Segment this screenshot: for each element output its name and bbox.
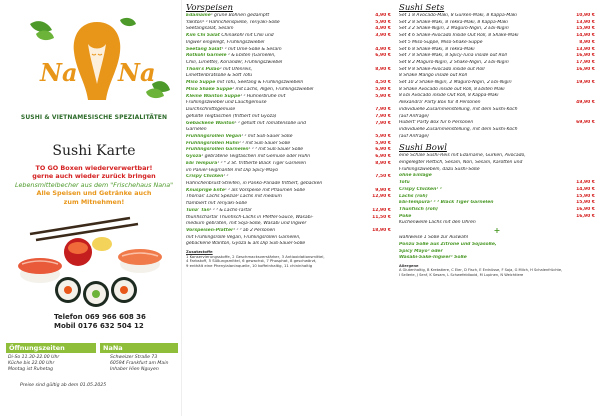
menu-item-price: 7,50 € — [375, 174, 391, 180]
menu-item — [183, 20, 393, 27]
menu-item-desc: 8 Shake Avocado inside out Roll, 8 Ebiten Maki — [399, 86, 505, 92]
menu-item-desc: Set 2 8 Shake-Maki, 8 Tekka-Maki, 8 Kappa-Maki — [399, 19, 508, 25]
hours-heading: Öffnungszeiten — [6, 343, 96, 353]
menu-item-price: 15,90 € — [576, 26, 595, 32]
menu-item-price: 11,50 € — [372, 214, 391, 220]
menu-item-price: 16,90 € — [576, 66, 595, 72]
menu-item — [396, 40, 598, 47]
togo-line-1: TO GO Boxen wiederverwertbar! — [35, 164, 153, 172]
menu-item — [183, 94, 393, 101]
menu-item-price: 18,90 € — [372, 228, 391, 233]
togo-orange-line-1: Alle Speisen und Getränke auch — [36, 189, 152, 198]
menu-item — [396, 120, 598, 127]
menu-item-name: Tuna' Tan — [186, 207, 210, 213]
menu-item-price: 12,90 € — [372, 194, 391, 200]
menu-item-desc: mit Frühlingsrolle Vegan, Frühlingsrollen Garnelen, — [186, 234, 301, 240]
menu-item-desc: Ingwer eingelegt, Frühlingszwiebel — [186, 39, 265, 45]
menu-item-name: Frühlingsrollen Garnelen — [186, 147, 249, 153]
menu-item — [183, 141, 393, 148]
allergens-note — [399, 264, 598, 277]
menu-item-desc: Thomas' Lachs Spezial² Lachs mit medium — [186, 194, 282, 200]
menu-item-price: 6,90 € — [375, 53, 391, 59]
menu-item-desc: Frühlingszwiebel und Lauchgemüse — [186, 100, 267, 106]
menu-item-desc: Chinakohl mit Chili und — [219, 33, 274, 39]
menu-item-name: Rotkohl Garnele — [186, 53, 227, 59]
menu-item-desc: Set 5 Miso-Suppe, Miso-Shake-Suppe — [399, 39, 483, 45]
vorspeisen-title: Vorspeisen — [186, 3, 233, 13]
menu-item-price: 8,90 € — [579, 39, 595, 45]
bowl-intro-line: eine Schale Sushi-Reis mit Edamame, Gurken, Avocado, — [399, 153, 526, 159]
menu-item — [183, 127, 393, 134]
allergens-line: I Sellerie, J Senf, K Sesam, L Schwefeldioxid, M Lupinen, N Weichtiere — [399, 272, 524, 277]
menu-item-desc: (auf Anfrage) — [399, 133, 429, 139]
menu-item — [396, 67, 598, 74]
additives-line: 9 enthält eine Phenylalaninquelle, 10 koffeinhaltig, 11 chininhaltig — [186, 262, 313, 268]
hours-line: Küche bis 22.00 Uhr — [8, 361, 55, 367]
menu-item — [396, 127, 598, 134]
menu-item-price: 5,90 € — [375, 133, 391, 139]
address-line: Inhaber Hien Nguyen — [110, 367, 159, 373]
menu-item-name: Thom's Pulao — [186, 66, 220, 72]
menu-item-name: Vorspeisen-Platter — [186, 228, 234, 233]
menu-item — [396, 20, 598, 27]
menu-item-price: 9,90 € — [375, 187, 391, 193]
menu-item-price: 4,90 € — [375, 13, 391, 18]
menu-item-price: 8,90 € — [375, 160, 391, 166]
menu-item-desc: Set 7 8 Shake-Maki, 8 Spicy-Tuna inside out Roll — [399, 53, 507, 59]
bowl-option — [396, 180, 598, 187]
bowl-intro-line: Frühlingszwiebeln, dazu Sushi-Soße — [399, 166, 480, 172]
menu-item — [396, 26, 598, 33]
bowl-option — [396, 214, 598, 221]
menu-item-name: Edamame — [186, 13, 211, 18]
menu-item-desc: Durchschnittsgemüse — [186, 107, 236, 113]
menu-item-desc: ¹ ² ³ & Lachs-Tartar — [209, 207, 252, 213]
address-line: 60594 Frankfurt am Main — [110, 361, 169, 367]
bowl-option-name: Thunfisch (roh) — [399, 206, 438, 212]
bowl-option-price: 15,90 € — [576, 200, 595, 206]
sushi-bowl-title: Sushi Bowl — [399, 143, 447, 154]
additives-note — [186, 250, 393, 268]
menu-item-desc: ¹ ² ³ mit Süß-Sauer Soße — [248, 147, 304, 153]
menu-item-price: 7,90 € — [375, 120, 391, 126]
menu-item — [396, 47, 598, 54]
bowl-option-price: 14,90 € — [576, 186, 595, 192]
column-divider — [181, 0, 182, 416]
menu-item — [183, 26, 393, 33]
menu-item — [396, 33, 598, 40]
menu-item — [183, 168, 393, 175]
menu-item-name: Kleine Wanton Suppe — [186, 93, 241, 99]
menu-item-desc: individuelle Zusammenstellung, mit dem Sushi-Koch — [399, 126, 518, 132]
menu-item — [396, 114, 598, 121]
menu-item — [183, 228, 393, 235]
menu-item — [396, 100, 598, 107]
menu-item — [183, 235, 393, 242]
menu-item — [183, 221, 393, 228]
menu-item — [396, 73, 598, 80]
bowl-sauces — [396, 235, 598, 262]
menu-item-name: Seetang Salat — [186, 46, 222, 52]
sushi-sets-list — [396, 13, 598, 140]
address-line: Schweizer Straße 73 — [110, 355, 158, 360]
sauce-option: Wasabi-Sake-Ingwer² Soße — [399, 255, 467, 261]
menu-item-name: Ebi Tempura — [186, 160, 218, 166]
menu-item — [183, 47, 393, 54]
bowl-option — [396, 200, 598, 207]
menu-item-desc: medium gebraten, mit Soja-Soße, Wasabi und Ingwer — [186, 221, 307, 227]
menu-item — [183, 208, 393, 215]
bowl-option-name: Ebi-Tempura¹ ² ³ Black Tiger Garnelen — [399, 200, 494, 206]
phone-number: Telefon 069 966 608 36 — [54, 313, 146, 321]
bowl-option-name: Tofu — [399, 180, 410, 186]
menu-item — [183, 215, 393, 222]
menu-item-name: Crispy Chicken — [186, 174, 224, 180]
togo-green-line: Lebensmittelbecher aus dem "Frischehaus Nana" — [14, 180, 174, 189]
middle-column — [183, 2, 393, 416]
bowl-option-name: Crispy Chicken¹ ² — [399, 186, 442, 192]
menu-item — [183, 161, 393, 168]
menu-item-price: 13,90 € — [576, 46, 595, 52]
menu-item-desc: Yakitori¹ ² Hähnchenspieße, Teriyaki-Soße — [186, 19, 280, 25]
vorspeisen-list — [183, 13, 393, 248]
sushi-sets-title: Sushi Sets — [399, 3, 445, 13]
plus-icon: + — [493, 226, 501, 236]
menu-item-desc: ¹ grüne Bohnen gedämpft — [210, 13, 270, 18]
menu-item-desc: ¹ ² als Vorspeise mit Pflaumen Soße — [224, 187, 306, 193]
bowl-option — [396, 194, 598, 201]
bowl-intro-line: eingelegter Rettich, Sesam, Nori, Sesam, Karotten und — [399, 160, 523, 166]
sauce-option: Spicy Mayo² oder — [399, 248, 443, 254]
menu-item-desc: Hubert' Party Box für 6 Personen — [399, 120, 474, 126]
card-title: Sushi Karte — [52, 143, 136, 159]
menu-item-name: Kim Chi Salat — [186, 33, 220, 39]
menu-item-price: 19,90 € — [576, 80, 595, 86]
menu-item — [396, 87, 598, 94]
menu-item-price: 7,90 € — [375, 113, 391, 119]
contact-phones — [54, 313, 146, 331]
menu-item-desc: Set 1 8 Avocado-Maki, 8 Gurken-Maki, 8 Kappa-Maki — [399, 13, 517, 18]
menu-item — [396, 53, 598, 60]
menu-item-desc: ² mit Lachs, Algen, Frühlingszwiebel — [232, 86, 314, 92]
menu-item-desc: Garnelen — [186, 127, 207, 133]
menu-item-price: 7,90 € — [375, 107, 391, 113]
menu-item — [183, 201, 393, 208]
menu-item-desc: (auf Anfrage) — [399, 113, 429, 119]
menu-item-desc: ¹ ² mit Ume-Soße & Sesam — [221, 46, 282, 52]
menu-item — [183, 67, 393, 74]
menu-item — [396, 60, 598, 67]
sauce-label: wahlweise 1 Soße zur Auswahl — [399, 235, 469, 241]
logo-text-left: Na — [40, 58, 78, 87]
nana-logo — [22, 14, 172, 110]
bowl-extras — [396, 220, 598, 227]
opening-hours — [8, 355, 59, 374]
restaurant-subtitle: SUSHI & VIETNAMESISCHE SPEZIALITÄTEN — [20, 114, 168, 121]
menu-item-desc: thunfischartar Thunfisch-Lachs in Pfeffer-Sauce, Wasabi- — [186, 214, 314, 220]
menu-item-name: Miso Shake Suppe — [186, 86, 233, 92]
sushi-bowl-intro — [396, 153, 598, 180]
menu-item — [183, 114, 393, 121]
menu-item-price: 4,90 € — [375, 26, 391, 32]
menu-item-name: Knusprige Ente — [186, 187, 225, 193]
menu-item — [183, 134, 393, 141]
right-column — [396, 2, 598, 416]
menu-item — [183, 53, 393, 60]
menu-item-desc: Hähnchenbrust-Streifen, in Panko-Panade frittiert, gebacken — [186, 180, 323, 186]
menu-item — [183, 188, 393, 195]
menu-item-desc: ¹ ² mit Süß-Sauer Soße — [239, 140, 291, 146]
additives-line: 1 Konservierungsstoffe, 2 Geschmacksverstärker, 3 Antioxidationsmittel, — [186, 253, 325, 259]
menu-item-desc: flambiert mit Teriyaki-Soße — [186, 201, 247, 207]
menu-item-price: 10,90 € — [576, 13, 595, 18]
bowl-option-name: Lachs (roh) — [399, 193, 428, 199]
allergens-line: A Glutenhaltig, B Krebstiere, C Eier, D Fisch, E Erdnüsse, F Soja, G Milch, H Schalenfrüchte, — [399, 268, 563, 273]
menu-item-desc: Alexandra' Party Box für 4 Personen — [399, 100, 481, 106]
menu-item — [396, 134, 598, 141]
menu-item-desc: gefüllte Teigtaschen (frittiert mit Gyoza) — [186, 113, 277, 119]
menu-item-name: Miso Suppe — [186, 80, 216, 86]
menu-item-desc: Set 3 2 Shake-Nigiri, 2 Maguro-Nigiri, 2 Ebi-Nigiri — [399, 26, 509, 32]
left-column — [0, 0, 182, 416]
price-validity-note: Preise sind gültig ab dem 01.05.2025 — [20, 383, 107, 388]
menu-item-desc: ¹ ² — [223, 174, 229, 180]
logo-text-right: Na — [118, 58, 156, 87]
menu-item — [183, 181, 393, 188]
menu-item-desc: Set 6 8 Shake-Maki, 8 Tekka-Maki — [399, 46, 475, 52]
additives-title: Zusatzstoffe — [186, 249, 213, 255]
menu-item-price: 5,90 € — [375, 93, 391, 99]
mobile-number: Mobil 0176 632 504 12 — [54, 321, 144, 330]
menu-item-desc: 8 Ebi Avocado inside Out Roll, 8 Kappa-Maki — [399, 93, 499, 99]
menu-item-price: 5,90 € — [375, 140, 391, 146]
menu-item-desc: Chili, Limette), Koriander, Frühlingszwiebel — [186, 60, 283, 66]
menu-item — [396, 93, 598, 100]
additives-line: 4 Farbstoff, 5 Süßungsmittel, 6 gewachst, 7 Phosphat, 8 geschwärzt, — [186, 258, 317, 264]
menu-item-name: Frühlingsrollen Vegan — [186, 133, 242, 139]
togo-orange-line-2: zum Mitnehmen! — [63, 197, 125, 206]
menu-item-price: 49,90 € — [576, 100, 595, 106]
menu-item-desc: ¹ ² ⁴ 3 St. frittierte Black Tiger Garnelen — [217, 160, 306, 166]
menu-item-desc: ² & Ebiten (Garnelen, — [226, 53, 276, 59]
bowl-option-price: 13,90 € — [576, 180, 595, 186]
allergens-title: Allergene — [399, 263, 419, 268]
menu-item — [183, 154, 393, 161]
menu-item — [183, 194, 393, 201]
menu-item-desc: ¹ ² mit Süß-Sauer Soße — [241, 133, 293, 139]
menu-item — [396, 13, 598, 20]
menu-item — [183, 33, 393, 40]
menu-item-desc: individuelle Zusammenstellung, mit dem Sushi-Koch — [399, 106, 518, 112]
menu-item-desc: ¹ gebratene Teigtaschen mit Gemüse oder Huhn — [201, 154, 311, 160]
bowl-choose-label: ohne Einlage — [399, 173, 432, 179]
sushi-bowl-list — [396, 180, 598, 220]
menu-item — [183, 80, 393, 87]
shop-heading: NaNa — [100, 343, 178, 353]
menu-item — [183, 40, 393, 47]
menu-item — [183, 147, 393, 154]
shop-address — [110, 355, 168, 374]
bowl-option — [396, 187, 598, 194]
menu-item — [396, 107, 598, 114]
menu-item-price: 5,90 € — [375, 19, 391, 25]
menu-item-price: 4,50 € — [375, 80, 391, 86]
menu-item-desc: Set 10 2 Shake-Nigiri, 2 Maguro-Nigiri, 2 Ebi-Nigiri — [399, 80, 512, 86]
togo-notice — [8, 164, 180, 206]
menu-item-price: 6,90 € — [375, 147, 391, 153]
bowl-extra-line: Kuchenwelle Lachs mit den Ohren — [399, 220, 476, 226]
menu-item-desc: gebackene Wanton, Gyoza & als Dip Süß-Sauer-Soße — [186, 241, 306, 247]
bowl-option-price: 16,90 € — [576, 206, 595, 212]
menu-item-desc: 8 Shake Mango inside out Roll — [399, 73, 468, 79]
menu-item — [183, 100, 393, 107]
menu-item-price: 5,90 € — [375, 86, 391, 92]
menu-item — [183, 73, 393, 80]
hours-line: Di-So 11.30-22.00 Uhr — [8, 355, 60, 360]
menu-item-price: 16,90 € — [576, 53, 595, 59]
menu-item-price: 13,90 € — [576, 19, 595, 25]
bowl-option-price: 16,90 € — [576, 213, 595, 219]
hours-line: Montag ist Ruhetag — [8, 367, 53, 373]
menu-item-price: 8,90 € — [375, 66, 391, 72]
menu-item — [183, 13, 393, 20]
menu-item — [396, 80, 598, 87]
menu-item-desc: Set 8 2 Maguro-Nigiri, 2 Shake-Nigiri, 2 Ebi-Nigiri — [399, 59, 509, 65]
menu-item — [183, 121, 393, 128]
sauce-option: Ponzu Soße aus Zitrone und Sojasoße, — [399, 241, 497, 247]
bowl-option-name: Poke — [399, 213, 412, 219]
menu-item-price: 12,90 € — [372, 207, 391, 213]
menu-item-price: 69,90 € — [576, 120, 595, 126]
menu-item-price: 3,90 € — [375, 33, 391, 39]
menu-item-desc: ¹ ² gefüllt mit Tomatensoße und — [234, 120, 306, 126]
menu-item-desc: mit Tofu, Seetang & Frühlingszwiebeln — [215, 80, 304, 86]
menu-item — [183, 107, 393, 114]
menu-item-name: Gyoza — [186, 154, 202, 160]
togo-line-2: gerne auch wieder zurück bringen — [32, 172, 156, 181]
menu-item-name: Frühlingsrollen Huhn — [186, 140, 239, 146]
menu-item-desc: ² mit Ofenreis, — [219, 66, 253, 72]
menu-item — [183, 60, 393, 67]
bowl-option-price: 15,90 € — [576, 193, 595, 199]
menu-item-desc: Set 4 6 Shake-Avocado Inside Out Roll, 8 Shake-Maki — [399, 33, 519, 39]
menu-item-desc: ¹ ² ³ ab 2 Personen — [233, 228, 276, 233]
menu-item-desc: Limettenbratsoße & Soft Tofu — [186, 73, 253, 79]
menu-item-desc: ¹ ² Hühnerbrühe mit — [240, 93, 286, 99]
menu-item-price: 14,90 € — [576, 33, 595, 39]
menu-item-price: 17,90 € — [576, 59, 595, 65]
menu-item-price: 4,90 € — [375, 46, 391, 52]
bowl-option — [396, 207, 598, 214]
menu-item — [183, 241, 393, 248]
menu-item-desc: Set 9 8 Shake-Avocado inside out Roll — [399, 66, 485, 72]
menu-item-desc: Seetangsalat, Sesam — [186, 26, 234, 32]
menu-item-price: 6,90 € — [375, 154, 391, 160]
menu-item — [183, 87, 393, 94]
menu-item-desc: im Panier-Teigmantel mit Dip Spicy-Mayo — [186, 167, 279, 173]
menu-item-name: Gebackene Wanton — [186, 120, 235, 126]
menu-item — [183, 174, 393, 181]
sushi-photo — [10, 214, 170, 312]
